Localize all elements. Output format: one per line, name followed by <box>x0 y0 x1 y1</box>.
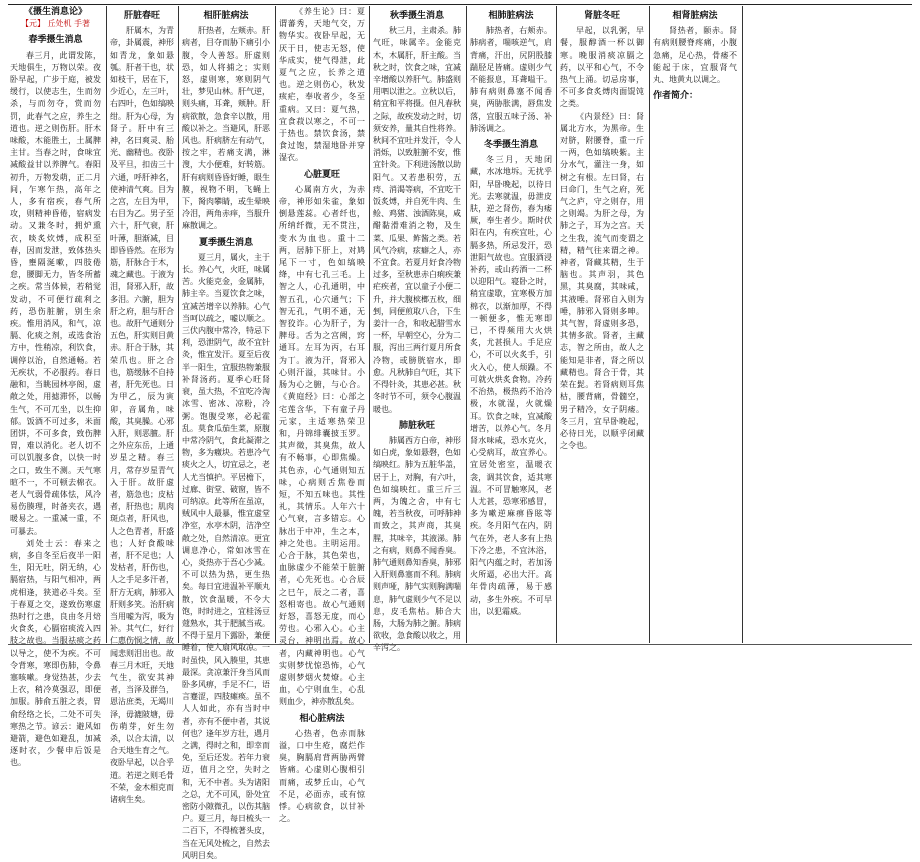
column-divider <box>466 6 467 643</box>
column-2 <box>108 6 176 804</box>
paragraph: 早起，以乳粥，早餐，服醇酒一杯以御寒。晚服消痰凉膈之药，以平和心气，不令热气上涌。切忌房事，不可多食炙煿肉面馄饨之类。 <box>560 26 644 109</box>
heading-kidney-treat: 相肾脏病法 <box>672 11 718 21</box>
heading-kidney-flourish: 肾脏冬旺 <box>583 11 620 21</box>
author-heading: 作者简介： <box>653 91 699 102</box>
column-divider <box>369 6 370 643</box>
heading-liver-treat: 相肝脏病法 <box>203 11 249 21</box>
paragraph: 刘处士云：春来之病，多自冬至后夜半一阳生，阳无吐，阴无纳，心膈宿热，与阳气相冲，两虎相逢，狭道必斗矣。至于春夏之交，遂致伤寒虚热时行之患，良由冬月焙火食炙，心膈宿痰流入四肢之故也。当服祛痰之药以导之，使不为疾。不可令背寒，寒即伤肺，令鼻塞咳嗽。身觉热甚，少去上衣，稍冷莫强忍，即便加服。肺俞五脏之表，胃俞经络之长，二处不可失寒热之节。谚云：避风如避箭，避色如避乱，加减逐时衣，少餐申后饭是也。 <box>10 538 101 768</box>
top-rule <box>8 4 912 5</box>
column-divider <box>742 6 743 643</box>
paragraph: 《养生论》曰：夏谓蕃秀，天地气交，万物华实。夜卧早起，无厌于日，使志无怒，使华成实，使气得泄，此夏气之应，长养之道也。逆之则伤心，秋发痎疟，奉收者少，冬至重病。又曰：夏气热，宜食菽以寒之，不可一于热也。禁饮食汤，禁食过饱，禁湿地卧并穿湿衣。 <box>279 7 365 163</box>
heading-heart-treat: 相心脏病法 <box>299 713 345 724</box>
column-6 <box>468 6 554 643</box>
column-divider <box>106 6 107 643</box>
column-7 <box>558 6 646 643</box>
paragraph: 心属南方火，为赤帝，神形如朱雀，象如倒悬莲蕊。心者纤也，所纳纤微，无不贯注，变水为血也。重十二两，居肺下肝上，对鸠尾下一寸，色如缟映绛，中有七孔三毛。上智之人，心孔通明，中智五孔，心穴通气；下智无孔，气明不通，无智狡诈。心为肝子，为脾母。舌为之宫阙，窍通耳。左耳为丙，右耳为丁。液为汗，肾邪入心则汗溢，其味甘。小肠为心之腑，与心合。《黄庭经》曰：心部之宅莲含华，下有童子丹元家，主适寒热荣卫和，丹锦绯囊披玉罗。其声徵，其臭焦，故人有不畅事，心即焦燥。其色赤，心气通则知五味，心病则舌焦卷而短，不知五味也。其性礼，其情乐。人年六十心气衰，言多错忘。心脉出于中冲，生之本，神之处也。主明运用。心合于脉，其色荣也，血脉虚少不能荣于脏腑者，心先死也。心合辰之巳午，辰之二者，喜怒相寄也。故心气通则好怒，喜怒无度，而心劳也。心邪入心。心主灵台，神明出焉。故心者，内藏神明也。心气实则梦忧惊恐怖，心气虚则梦烟火焚燎。心主血，心宁则血生，心乱则血少，神亦散乱矣。 <box>279 184 365 707</box>
paragraph: 肝属木，为青帝，卦属震，神形如青龙，象如悬瓠。肝者干也，状如枝干，居在下，少近心，左三叶，右四叶，色如缟映绀。肝为心母，为肾子。肝中有三神，名曰爽灵、胎光、幽精也。夜卧及平旦，扣齿三十六通，呼肝神名，使神清气爽。目为之宫，左目为甲，右目为乙。男子至六十，肝气衰，肝叶薄，胆渐减，目即昏昏然。在形为筋，肝脉合于木，魂之藏也。于液为泪，肾邪入肝，故多泪。六腑，胆为肝之府，胆与肝合也。故肝气通则分五色，肝实则目黄赤。肝合于脉，其荣爪也。肝之合也，筋缓脉不自持者，肝先死也。日为甲乙，辰为寅卯，音属角，味酸，其臭臊。心邪入肝，则恶膻。肝之外应东岳，上通岁星之精。春三月，常存岁星青气入于肝。故肝虚者，筋急也；皮枯者，肝热也；肌肉斑点者，肝风也，人之色青者，肝盛也；人好食酸味者，肝不足也；人发枯者，肝伤也，人之手足多汗者，肝方无病，肺邪入肝则多笑。治肝病当用嘘为泻，吸为补。其气仁，好行仁惠伤悯之情，故闻悲则泪出也。故春三月木旺，天地气生，欲安其神者，当泽及群刍，恩沾庶类，无竭川泽，毋漉陂塘，毋伤萌芽，好生勿杀，以合太清，以合天地生育之气。夜卧早起，以合乎道。若逆之则毛骨不荣，金木相克而诸病生矣。 <box>110 26 174 804</box>
column-1 <box>8 6 103 768</box>
paragraph: 夏三月，属火，主于长。养心气，火旺，味属苦。火能克金，金属肺，肺主辛。当夏饮食之味，宜减苦增辛以养肺。心气当呵以疏之，嘘以顺之。三伏内腹中常冷，特忌下利，恐泄阴气，故不宜针灸，惟宜发汗。夏至后夜半一阳生，宜服热物兼服补肾汤药。夏季心旺肾衰，虽大热，不宜吃冷淘冰雪、密冰、凉粉，冷粥。饱腹受寒，必起霍乱。莫食瓜茄生菜，原腹中常冷阴气，食此凝滞之物，多为癥块。若患冷气痰火之人，切宜忌之，老人尤当慎护。平居檐下，过廊、街堂、破窗，皆不可纳凉。此等所在虽凉，贼风中人最暴，惟宜虚堂净室，水亭木阴，洁净空敞之处，自然清凉。更宜调息净心，常如冰雪在心，炎热亦于吾心少减。不可以热为热，更生热矣。每日宜进温补平顺丸散，饮食温暖，不令大饱，时时进之，宜桂汤豆蔻熟水，其于肥腻当戒。不得于星月下露卧，兼便睡着，使人扇风取凉。一时虽快，风入腠里，其患最深。贪凉兼汗身当风而卧多风痹，手足不仁，语言蹇涩，四肢瘫痪。虽不人人如此，亦有当时中者，亦有不便中者，其说何也？逢年岁方壮，遇月之满，得时之和，即幸而免，至后还发。若年力衰迈，值月之空，失时之和，无不中者。头为诸阳之总，尤不可风，卧处宜密防小隙微孔，以伤其脑户。夏三月，每日梳头一二百下，不得梳著头皮，当在无风处梳之，自然去风明目矣。 <box>182 252 270 860</box>
column-divider <box>178 6 179 643</box>
column-3 <box>180 6 272 860</box>
heading-summer: 夏季摄生消息 <box>198 237 253 248</box>
column-divider <box>649 6 650 643</box>
column-4 <box>277 6 367 824</box>
doc-author: 【元】 丘处机 手著 <box>20 19 91 29</box>
paragraph: 肾热者，颐赤。肾有病则腰脊疼痛，小腹急痛，足心热，骨痿不能起于床，宜服肾气丸、地黄丸以调之。 <box>653 26 737 85</box>
paragraph: 《内景经》曰：肾属北方水，为黑帝。生对脐，附腰脊，重一斤一两，色如缟映紫。主分水气，灌注一身，如树之有根。左曰肾，右曰命门，生气之府，死气之庐，守之则存，用之则竭。为肝之母，为肺之子，耳为之宫。天之生我，流气而变谓之精，精气往来谓之神。神者，肾藏其精，生于脑也。其声羽，其色黑，其臭腐，其味咸，其液唾。肾邪自入则为唾，肺邪入肾则多呻。其气智，肾虚则多恐，其情多欲。肾者，主藏志，智之所由，故人之能知是非者，肾之所以藏精也。肾合于骨，其荣在髭。若肾病则耳焦枯，腰背痛，骨髓空，男子精冷，女子阴痿。冬三月，宜早卧晚起，必待日光，以顺乎闭藏之令也。 <box>560 111 644 451</box>
bottom-rule <box>8 644 912 645</box>
column-divider <box>275 6 276 643</box>
paragraph: 心热者，色赤而脉溢，口中生疮，腐烂作臭，胸膈肩背两胁两臂皆痛。心虚则心腹相引而痛，或梦丘山，心气不足，必面赤，或有惊悸。心病欲食，以甘补之。 <box>279 728 365 824</box>
heading-liver-flourish: 肝脏春旺 <box>123 11 160 21</box>
heading-winter: 冬季摄生消息 <box>483 140 538 151</box>
paragraph: 冬三月，天地闭藏，水冰地坼。无扰乎阳，早卧晚起，以待日光。去寒就温，毋泄皮肤，逆之肾伤，春为痿厥，奉生者少。斯时伏阳在内，有疾宜吐，心膈多热，所忌发汗，恐泄阳气故也。宜服酒浸补药，或山药酒一二杯以迎阳气。寝卧之时，稍宜虚歇，宜寒极方加棉衣，以渐加厚，不得一顿便多，惟无寒即已，不得频用大火烘炙，尤甚损人。手足应心，不可以火炙手，引火入心，使人烦躁。不可就火烘炙食物。冷药不治热，极热药不治冷极，水就湿，火就燥耳。饮食之味，宜减酸增苦，以养心气。冬月肾水味咸，恐水克火，心受病耳，故宜养心。宜居处密室，温暖衣衾，调其饮食，适其寒温。不可冒触寒风，老人尤甚，恐寒邪感冒，多为嗽逆麻痹昏眩等疾。冬月阳气在内，阴气在外，老人多有上热下冷之患，不宜沐浴，阳气内蕴之时，若加汤火所逼，必出大汗。高年骨肉疏薄，易于感动，多生外疾。不可早出，以犯霜威。 <box>470 155 552 616</box>
paragraph: 肺属西方白帝，神形如白虎，象如悬磬，色如缟映红。肺为五脏华盖，居于上，对胸，有六叶，色如缟映红。重三斤三两，为魄之舍，中有七魄，若当秋夜，可呼肺神而致之，其声商，其臭腥，其味辛，其液涕。肺之有病，则鼻不闻香臭。肺气通则鼻知香臭，肺邪入肝则鼻塞而不利。肺病则声哑，肺气实则胸满喘息，肺气虚则少气不足以息，皮毛焦枯。肺合大肠，大肠为肺之腑。肺病欲收，急食酸以收之，用辛泻之。 <box>373 435 461 653</box>
doc-title: 《摄生消息论》 <box>23 7 87 17</box>
heading-lung-flourish: 肺脏秋旺 <box>398 420 435 431</box>
heading-lung-treat: 相肺脏病法 <box>488 11 534 21</box>
paragraph: 肝热者，左颊赤。肝病者，目夺而胁下痛引小腹，令人善怒。肝虚则恐，如人将捕之；实则怒，虚则寒，寒则阴气壮，梦见山林。肝气逆，则头痛，耳聋，颊肿。肝病欲散，急食辛以散，用酸以补之。当避风，肝恶风也。肝病脐左有动气，按之牢，若痛支满，淋溲，大小便难，好转筋。肝有病则昏昏好睡，眼生膜，视物不明，飞蝇上下，胬肉攀睛，或生晕映冷泪，两角赤痒，当服升麻散调之。 <box>182 26 270 231</box>
paragraph: 春三月，此谓发陈，天地俱生，万物以荣。夜卧早起，广步于庭，被发缓行，以使志生，生而勿杀，与而勿夺，赏而勿罚，此春气之应，养生之道也。逆之则伤肝。肝木味酸，木能胜土，土属脾主甘。当春之时，食味宜减酸益甘以养脾气。春阳初升，万物发萌，正二月间，乍寒乍热，高年之人，多有宿疾，春气所攻，则精神昏倦，宿病发动。又兼冬时，拥炉熏衣，啖炙炊煿，成积至春，因而发泄，致体热头昏，壅隔涎嗽，四肢倦怠，腰脚无力，皆冬所蓄之疾。常当体候，若稍觉发动，不可便行疏利之药，恐伤脏腑，别生余疾。惟用消风，和气，凉膈、化痰之剂，或选食治方中，性稍凉，利饮食，调停以治，自然通畅。若无疾状，不必服药。春日融和，当眺园林亭阁，虚敞之处，用摅滞怀，以畅生气，不可兀坐，以生抑郁。饭酒不可过多，米面团饼，不可多食，致伤脾胃，难以消化。老人切不可以饥腹多食，以快一时之口，致生不测。天气寒暄不一，不可顿去棉衣。老人气弱骨疏体怯，风冷易伤腠理，时备夹衣，遇暖易之。一重减一重，不可暴去。 <box>10 50 101 536</box>
heading-heart-flourish: 心脏夏旺 <box>303 169 340 180</box>
column-8 <box>651 6 739 643</box>
column-divider <box>556 6 557 643</box>
paragraph: 秋三月，主肃杀。肺气旺，味属辛。金能克木，木属肝，肝主酸。当秋之时，饮食之味，宜减辛增酸以养肝气。肺盛则用呬以泄之。立秋以后，稍宜和平将摄。但凡春秋之际，故疾发动之时，切须安养，量其自性将养。秋间不宜吐并发汗，令人消烁，以致脏腑不安，惟宜针灸。下利进汤散以助阳气。又若患积劳，五痔、消渴等病，不宜吃干饭炙煿，并自死牛肉、生鲙、鸡猪、浊酒陈臭，咸醋黏滑难消之物，及生菜、瓜果、鲊酱之类。若风气冷病，痃癖之人，亦不宜食。若夏月好食冷物过多，至秋患赤白痢疾兼疟疾者，宜以童子小便二升，并大腹槟榔五枚，细剉，同便煎取八合，下生姜汁一合，和收起腊雪水一杯，早朝空心，分为二服，泻出三两行夏月所食冷物，或膀胱宿水，即愈。凡秋肺自气旺，其下不得针灸，其患必甚。秋冬时节不可，须令心腹温暖也。 <box>373 26 461 414</box>
column-5 <box>371 6 463 653</box>
heading-autumn: 秋季摄生消息 <box>389 11 444 21</box>
heading-spring: 春季摄生消息 <box>28 35 83 46</box>
paragraph: 肺热者，右颊赤。肺病者，喘咳逆气，肩背痛，汗出，尻阴股膝踹胫足皆痛。虚则少气不能报息，耳聋嗌干。肺有病则鼻塞不闻香臭，两胁胀满，唇焦发落，宜服五味子汤、补肺汤调之。 <box>470 26 552 133</box>
